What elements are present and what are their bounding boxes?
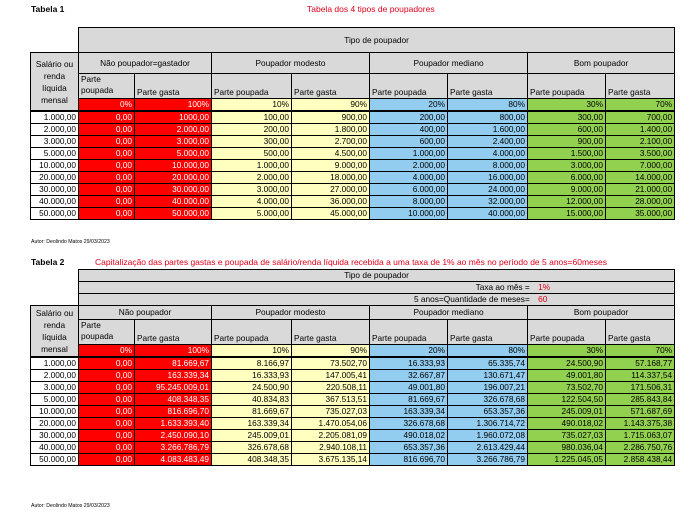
salary-cell: 5.000,00 <box>31 148 79 160</box>
sub-header: Parte gasta <box>448 320 528 345</box>
value-cell: 12.000,00 <box>528 196 606 208</box>
value-cell: 163.339,34 <box>135 370 212 382</box>
value-cell: 8.166,97 <box>212 357 292 370</box>
pct-cell: 20% <box>370 99 448 112</box>
sub-header: Parte gasta <box>448 74 528 99</box>
value-cell: 2.205.081,09 <box>292 430 370 442</box>
pct-cell: 100% <box>135 345 212 358</box>
pct-cell: 30% <box>528 345 606 358</box>
pct-cell: 20% <box>370 345 448 358</box>
value-cell: 0,00 <box>79 418 135 430</box>
salary-cell: 50.000,00 <box>31 208 79 220</box>
pct-cell: 10% <box>212 345 292 358</box>
table-row <box>31 208 675 220</box>
table-row <box>31 418 675 430</box>
group-header: Poupador modesto <box>212 53 370 74</box>
value-cell: 27.000,00 <box>292 184 370 196</box>
salary-cell: 5.000,00 <box>31 394 79 406</box>
value-cell: 57.168,77 <box>606 357 675 370</box>
value-cell: 0,00 <box>79 196 135 208</box>
value-cell: 2.613.429,44 <box>448 442 528 454</box>
value-cell: 40.000,00 <box>448 208 528 220</box>
sub-header: Parte poupada <box>528 74 606 99</box>
value-cell: 816.696,70 <box>370 454 448 466</box>
value-cell: 15.000,00 <box>528 208 606 220</box>
value-cell: 50.000,00 <box>135 208 212 220</box>
value-cell: 653.357,36 <box>448 406 528 418</box>
sub-header: Parte gasta <box>292 320 370 345</box>
salary-cell: 40.000,00 <box>31 196 79 208</box>
pct-cell: 80% <box>448 99 528 112</box>
value-cell: 2.858.438,44 <box>606 454 675 466</box>
months-row <box>79 294 675 306</box>
value-cell: 600,00 <box>370 136 448 148</box>
value-cell: 7.000,00 <box>606 160 675 172</box>
value-cell: 1.000,00 <box>370 148 448 160</box>
sub-header: Parte poupada <box>528 320 606 345</box>
value-cell: 0,00 <box>79 382 135 394</box>
table-row <box>31 172 675 184</box>
value-cell: 1.470.054,06 <box>292 418 370 430</box>
value-cell: 2.000,00 <box>212 172 292 184</box>
value-cell: 1.143.375,38 <box>606 418 675 430</box>
value-cell: 5.000,00 <box>135 148 212 160</box>
sub-header: Parte gasta <box>292 74 370 99</box>
sub-header: Parte poupada <box>212 74 292 99</box>
value-cell: 0,00 <box>79 357 135 370</box>
value-cell: 490.018,02 <box>528 418 606 430</box>
value-cell: 1000,00 <box>135 111 212 124</box>
value-cell: 100,00 <box>212 111 292 124</box>
value-cell: 2.000,00 <box>135 124 212 136</box>
sub-header: Parte gasta <box>135 320 212 345</box>
table-row <box>31 111 675 124</box>
salary-cell: 30.000,00 <box>31 430 79 442</box>
value-cell: 6.000,00 <box>370 184 448 196</box>
salary-cell: 1.000,00 <box>31 111 79 124</box>
salary-cell: 50.000,00 <box>31 454 79 466</box>
value-cell: 0,00 <box>79 406 135 418</box>
pct-cell: 0% <box>79 345 135 358</box>
value-cell: 326.678,68 <box>448 394 528 406</box>
value-cell: 900,00 <box>528 136 606 148</box>
table-row <box>31 124 675 136</box>
group-header: Bom poupador <box>528 53 675 74</box>
value-cell: 10.000,00 <box>135 160 212 172</box>
value-cell: 24.500,90 <box>212 382 292 394</box>
table-row <box>31 148 675 160</box>
value-cell: 14.000,00 <box>606 172 675 184</box>
value-cell: 1.800,00 <box>292 124 370 136</box>
salary-cell: 2.000,00 <box>31 124 79 136</box>
table-row <box>31 394 675 406</box>
value-cell: 3.675.135,14 <box>292 454 370 466</box>
months-label: 5 anos=Quantidade de meses= <box>414 294 530 304</box>
table1 <box>30 27 675 220</box>
value-cell: 326.678,68 <box>212 442 292 454</box>
salary-cell: 3.000,00 <box>31 382 79 394</box>
value-cell: 1.600,00 <box>448 124 528 136</box>
table-row <box>31 370 675 382</box>
table1-caption: Tabela dos 4 tipos de poupadores <box>307 4 435 14</box>
value-cell: 35.000,00 <box>606 208 675 220</box>
value-cell: 900,00 <box>292 111 370 124</box>
pct-cell: 90% <box>292 99 370 112</box>
value-cell: 65.335,74 <box>448 357 528 370</box>
table1-author: Autor: Deolindo Matos 29/03/2023 <box>31 239 110 245</box>
value-cell: 163.339,34 <box>212 418 292 430</box>
value-cell: 0,00 <box>79 172 135 184</box>
table-row <box>31 442 675 454</box>
value-cell: 81.669,67 <box>212 406 292 418</box>
value-cell: 735.027,03 <box>292 406 370 418</box>
value-cell: 9.000,00 <box>528 184 606 196</box>
value-cell: 3.266.786,79 <box>448 454 528 466</box>
value-cell: 1.306.714,72 <box>448 418 528 430</box>
value-cell: 285.843,84 <box>606 394 675 406</box>
value-cell: 81.669,67 <box>135 357 212 370</box>
table-row <box>31 430 675 442</box>
group-header: Não poupador <box>79 306 212 320</box>
pct-cell: 0% <box>79 99 135 112</box>
value-cell: 21.000,00 <box>606 184 675 196</box>
value-cell: 1.960.072,08 <box>448 430 528 442</box>
rate-label: Taxa ao mês = <box>475 282 530 292</box>
group-header: Poupador mediano <box>370 306 528 320</box>
value-cell: 16.333,93 <box>370 357 448 370</box>
value-cell: 0,00 <box>79 370 135 382</box>
value-cell: 571.687,69 <box>606 406 675 418</box>
value-cell: 3.500,00 <box>606 148 675 160</box>
value-cell: 49.001,80 <box>370 382 448 394</box>
value-cell: 2.000,00 <box>370 160 448 172</box>
value-cell: 245.009,01 <box>528 406 606 418</box>
salary-cell: 10.000,00 <box>31 160 79 172</box>
value-cell: 40.000,00 <box>135 196 212 208</box>
value-cell: 245.009,01 <box>212 430 292 442</box>
value-cell: 73.502,70 <box>292 357 370 370</box>
value-cell: 171.506,31 <box>606 382 675 394</box>
value-cell: 1.633.393,40 <box>135 418 212 430</box>
value-cell: 200,00 <box>212 124 292 136</box>
value-cell: 4.000,00 <box>370 172 448 184</box>
salary-cell: 10.000,00 <box>31 406 79 418</box>
type-header: Tipo de poupador <box>79 270 675 282</box>
salary-cell: 2.000,00 <box>31 370 79 382</box>
value-cell: 0,00 <box>79 148 135 160</box>
value-cell: 0,00 <box>79 208 135 220</box>
table-row <box>31 406 675 418</box>
table-row <box>31 382 675 394</box>
value-cell: 300,00 <box>212 136 292 148</box>
table-row <box>31 184 675 196</box>
salary-cell: 1.000,00 <box>31 357 79 370</box>
value-cell: 1.500,00 <box>528 148 606 160</box>
value-cell: 408.348,35 <box>212 454 292 466</box>
value-cell: 1.225.045,05 <box>528 454 606 466</box>
pct-cell: 100% <box>135 99 212 112</box>
value-cell: 2.940.108,11 <box>292 442 370 454</box>
value-cell: 30.000,00 <box>135 184 212 196</box>
group-header: Poupador mediano <box>370 53 528 74</box>
value-cell: 114.337,54 <box>606 370 675 382</box>
value-cell: 600,00 <box>528 124 606 136</box>
value-cell: 653.357,36 <box>370 442 448 454</box>
value-cell: 3.266.786,79 <box>135 442 212 454</box>
value-cell: 5.000,00 <box>212 208 292 220</box>
value-cell: 2.400,00 <box>448 136 528 148</box>
pct-cell: 90% <box>292 345 370 358</box>
value-cell: 367.513,51 <box>292 394 370 406</box>
salary-header: Salário ou renda líquida mensal <box>31 306 79 358</box>
value-cell: 800,00 <box>448 111 528 124</box>
value-cell: 700,00 <box>606 111 675 124</box>
sub-header: Parte poupada <box>370 74 448 99</box>
value-cell: 2.100,00 <box>606 136 675 148</box>
table2-body <box>31 357 675 466</box>
pct-cell: 30% <box>528 99 606 112</box>
value-cell: 0,00 <box>79 124 135 136</box>
value-cell: 16.000,00 <box>448 172 528 184</box>
value-cell: 816.696,70 <box>135 406 212 418</box>
value-cell: 4.083.483,49 <box>135 454 212 466</box>
value-cell: 4.000,00 <box>448 148 528 160</box>
value-cell: 408.348,35 <box>135 394 212 406</box>
value-cell: 95.245.009,01 <box>135 382 212 394</box>
table1-label: Tabela 1 <box>31 4 65 14</box>
value-cell: 196.007,21 <box>448 382 528 394</box>
sub-header: Parte poupada <box>79 74 135 99</box>
value-cell: 400,00 <box>370 124 448 136</box>
value-cell: 81.669,67 <box>370 394 448 406</box>
value-cell: 20.000,00 <box>135 172 212 184</box>
value-cell: 0,00 <box>79 442 135 454</box>
table2-caption: Capitalização das partes gastas e poupada de salário/renda líquida recebida a uma taxa de 1% ao mês no período de 5 anos=60meses <box>95 257 607 267</box>
rate-row <box>79 282 675 294</box>
table2-label: Tabela 2 <box>31 257 65 267</box>
group-header: Bom poupador <box>528 306 675 320</box>
sub-header: Parte gasta <box>135 74 212 99</box>
group-header: Poupador modesto <box>212 306 370 320</box>
value-cell: 16.333,93 <box>212 370 292 382</box>
value-cell: 300,00 <box>528 111 606 124</box>
pct-cell: 70% <box>606 99 675 112</box>
value-cell: 3.000,00 <box>528 160 606 172</box>
pct-cell: 70% <box>606 345 675 358</box>
value-cell: 0,00 <box>79 394 135 406</box>
value-cell: 122.504,50 <box>528 394 606 406</box>
table-row <box>31 196 675 208</box>
value-cell: 200,00 <box>370 111 448 124</box>
value-cell: 500,00 <box>212 148 292 160</box>
sub-header: Parte poupada <box>370 320 448 345</box>
salary-cell: 40.000,00 <box>31 442 79 454</box>
value-cell: 3.000,00 <box>135 136 212 148</box>
value-cell: 2.286.750,76 <box>606 442 675 454</box>
value-cell: 490.018,02 <box>370 430 448 442</box>
table-row <box>31 357 675 370</box>
group-header: Não poupador=gastador <box>79 53 212 74</box>
salary-cell: 20.000,00 <box>31 172 79 184</box>
value-cell: 980.036,04 <box>528 442 606 454</box>
value-cell: 49.001,80 <box>528 370 606 382</box>
table1-body <box>31 111 675 220</box>
pct-cell: 10% <box>212 99 292 112</box>
value-cell: 163.339,34 <box>370 406 448 418</box>
value-cell: 3.000,00 <box>212 184 292 196</box>
salary-cell: 3.000,00 <box>31 136 79 148</box>
value-cell: 2.700,00 <box>292 136 370 148</box>
table2-author: Autor: Deolindo Matos 29/03/2023 <box>31 503 110 509</box>
value-cell: 4.000,00 <box>212 196 292 208</box>
value-cell: 2.450.090,10 <box>135 430 212 442</box>
pct-cell: 80% <box>448 345 528 358</box>
value-cell: 735.027,03 <box>528 430 606 442</box>
value-cell: 1.715.063,07 <box>606 430 675 442</box>
value-cell: 8.000,00 <box>370 196 448 208</box>
salary-cell: 20.000,00 <box>31 418 79 430</box>
value-cell: 130.671,47 <box>448 370 528 382</box>
table-row <box>31 160 675 172</box>
value-cell: 32.000,00 <box>448 196 528 208</box>
value-cell: 40.834,83 <box>212 394 292 406</box>
sub-header: Parte gasta <box>606 74 675 99</box>
months-value: 60 <box>538 294 548 304</box>
value-cell: 1.400,00 <box>606 124 675 136</box>
value-cell: 0,00 <box>79 430 135 442</box>
type-header: Tipo de poupador <box>79 28 675 53</box>
table-row <box>31 454 675 466</box>
value-cell: 73.502,70 <box>528 382 606 394</box>
value-cell: 28.000,00 <box>606 196 675 208</box>
value-cell: 32.667,87 <box>370 370 448 382</box>
sub-header: Parte gasta <box>606 320 675 345</box>
value-cell: 45.000,00 <box>292 208 370 220</box>
value-cell: 147.005,41 <box>292 370 370 382</box>
value-cell: 24.000,00 <box>448 184 528 196</box>
rate-value: 1% <box>538 282 551 292</box>
value-cell: 326.678,68 <box>370 418 448 430</box>
value-cell: 9.000,00 <box>292 160 370 172</box>
value-cell: 10.000,00 <box>370 208 448 220</box>
value-cell: 0,00 <box>79 160 135 172</box>
value-cell: 0,00 <box>79 454 135 466</box>
value-cell: 0,00 <box>79 136 135 148</box>
value-cell: 4.500,00 <box>292 148 370 160</box>
value-cell: 24.500,90 <box>528 357 606 370</box>
value-cell: 36.000,00 <box>292 196 370 208</box>
value-cell: 8.000,00 <box>448 160 528 172</box>
salary-cell: 30.000,00 <box>31 184 79 196</box>
value-cell: 0,00 <box>79 111 135 124</box>
value-cell: 220.508,11 <box>292 382 370 394</box>
table-row <box>31 136 675 148</box>
value-cell: 0,00 <box>79 184 135 196</box>
sub-header: Parte poupada <box>79 320 135 345</box>
value-cell: 18.000,00 <box>292 172 370 184</box>
sub-header: Parte poupada <box>212 320 292 345</box>
salary-header: Salário ou renda líquida mensal <box>31 53 79 112</box>
value-cell: 1.000,00 <box>212 160 292 172</box>
value-cell: 6.000,00 <box>528 172 606 184</box>
table2 <box>30 269 675 466</box>
